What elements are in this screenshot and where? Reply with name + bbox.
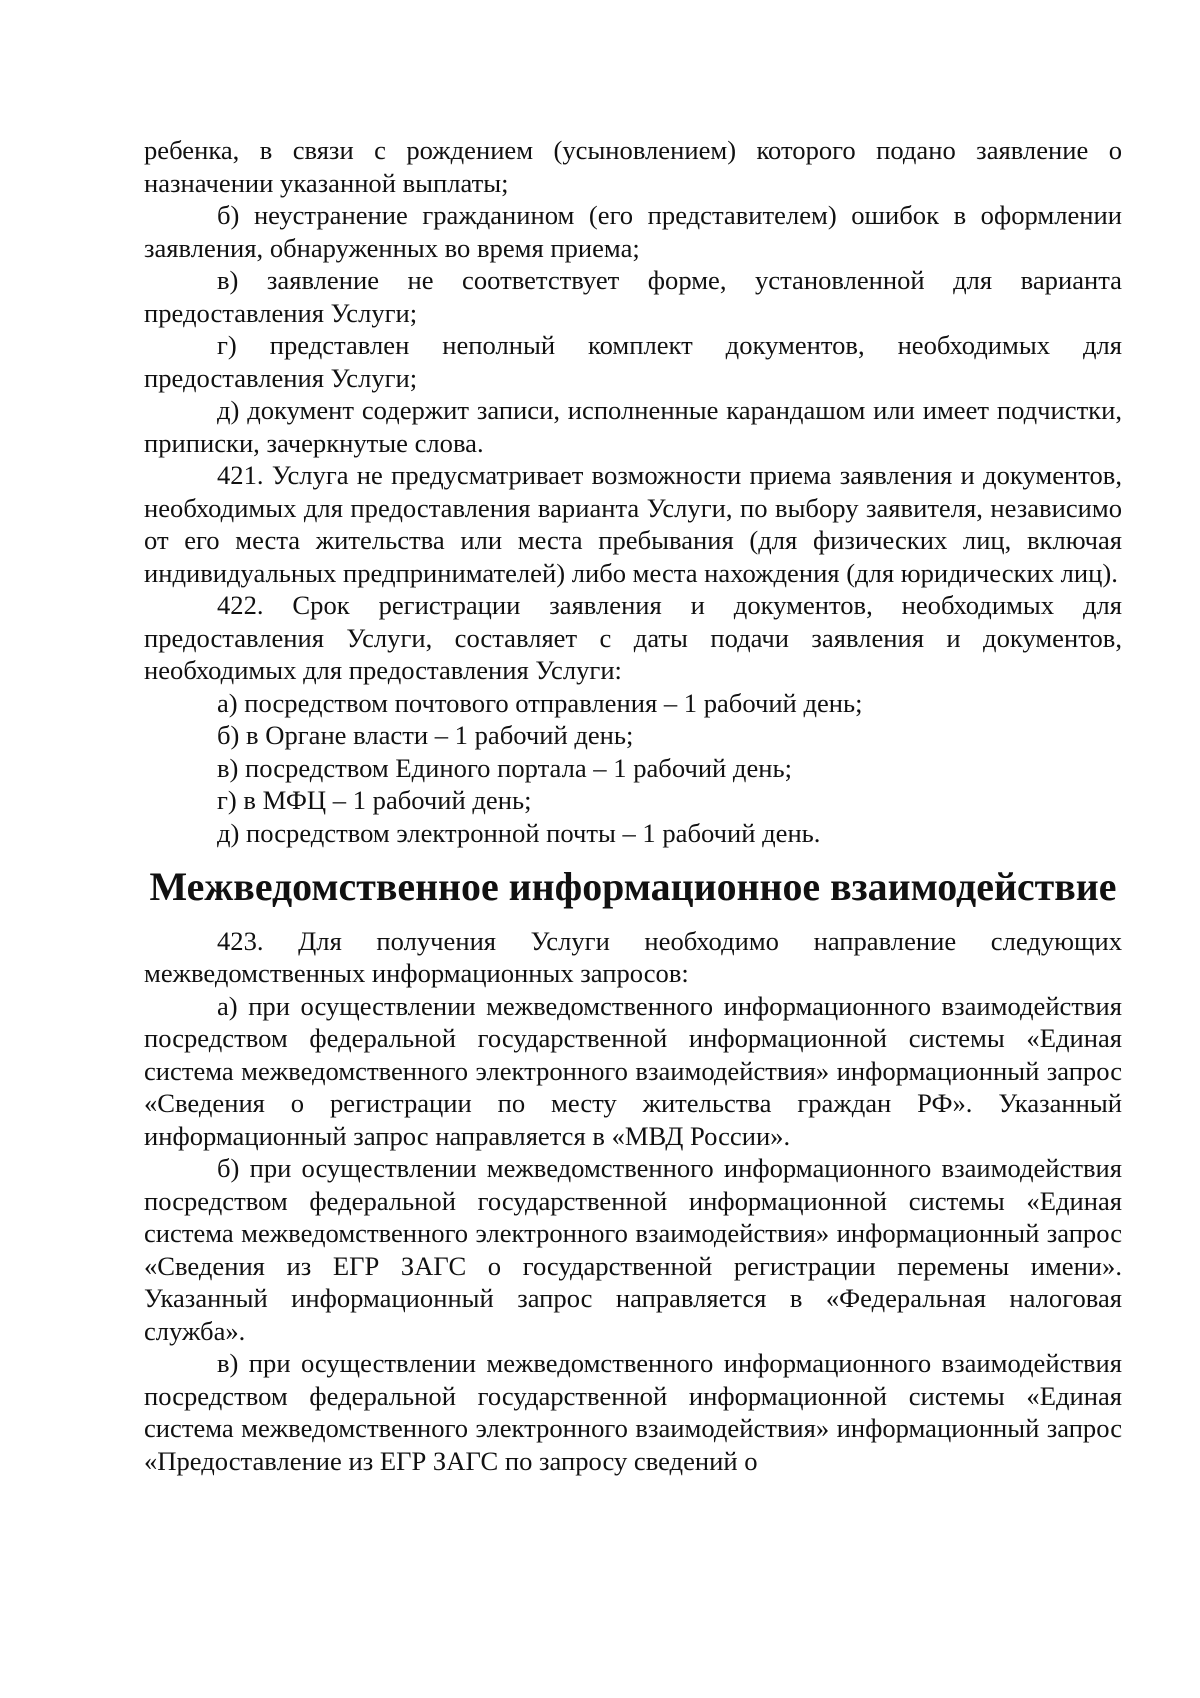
clause-422-item-g: г) в МФЦ – 1 рабочий день;	[217, 785, 532, 815]
paragraph-continuation: ребенка, в связи с рождением (усыновлением) которого подано заявление о назначении указанной выплаты;	[144, 135, 1122, 198]
clause-422-item-d: д) посредством электронной почты – 1 рабочий день.	[217, 817, 821, 848]
paragraph-item-g: г) представлен неполный комплект документов, необходимых для предоставления Услуги;	[144, 330, 1122, 393]
paragraph-item-d: д) документ содержит записи, исполненные карандашом или имеет подчистки, приписки, зачеркнутые слова.	[144, 395, 1122, 458]
clause-422-item-b: б) в Органе власти – 1 рабочий день;	[217, 720, 634, 750]
clause-423-item-b: б) при осуществлении межведомственного информационного взаимодействия посредством федеральной государственной информационной системы «Единая система межведомственного электронного взаимодействия» информационный запрос «Сведения из ЕГР ЗАГС о государственной регистрации перемены имени». Указанный информационный запрос направляется в «Федеральная налоговая служба».	[144, 1153, 1122, 1346]
clause-422-item-a: а) посредством почтового отправления – 1 рабочий день;	[217, 687, 863, 718]
clause-422-item-v: в) посредством Единого портала – 1 рабочий день;	[217, 752, 793, 783]
clause-421: 421. Услуга не предусматривает возможности приема заявления и документов, необходимых для предоставления варианта Услуги, по выбору заявителя, независимо от его места жительства или места пребывания (для физических лиц, включая индивидуальных предпринимателей) либо места нахождения (для юридических лиц).	[144, 460, 1122, 588]
document-page	[144, 134, 1122, 1477]
paragraph-item-v: в) заявление не соответствует форме, установленной для варианта предоставления Услуги;	[144, 265, 1122, 328]
clause-423-item-v: в) при осуществлении межведомственного информационного взаимодействия посредством федеральной государственной информационной системы «Единая система межведомственного электронного взаимодействия» информационный запрос «Предоставление из ЕГР ЗАГС по запросу сведений о	[144, 1348, 1122, 1476]
section-heading: Межведомственное информационное взаимодействие	[149, 864, 1117, 909]
clause-423: 423. Для получения Услуги необходимо направление следующих межведомственных информационных запросов:	[144, 925, 1122, 988]
paragraph-item-b: б) неустранение гражданином (его представителем) ошибок в оформлении заявления, обнаруженных во время приема;	[144, 200, 1122, 263]
clause-423-item-a: а) при осуществлении межведомственного информационного взаимодействия посредством федеральной государственной информационной системы «Единая система межведомственного электронного взаимодействия» информационный запрос «Сведения о регистрации по месту жительства граждан РФ». Указанный информационный запрос направляется в «МВД России».	[144, 990, 1122, 1151]
clause-422: 422. Срок регистрации заявления и документов, необходимых для предоставления Услуги, составляет с даты подачи заявления и документов, необходимых для предоставления Услуги:	[144, 590, 1122, 685]
